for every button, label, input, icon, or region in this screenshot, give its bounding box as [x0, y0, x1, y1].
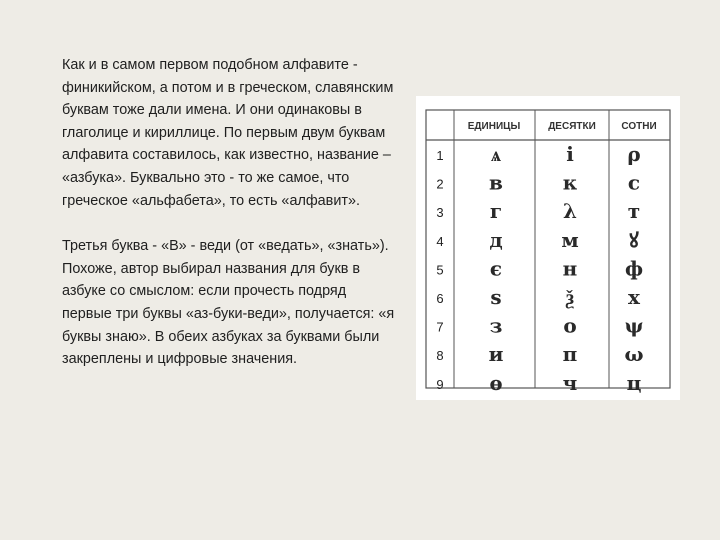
tens-glyph: м	[561, 227, 579, 252]
hundreds-glyph: ρ	[627, 142, 641, 166]
tens-glyph: о	[563, 313, 577, 338]
header-tens: ДЕСЯТКИ	[548, 121, 596, 132]
tens-glyph: н	[562, 256, 578, 281]
units-glyph: д	[489, 227, 503, 252]
hundreds-glyph: с	[627, 170, 641, 195]
hundreds-glyph: ц	[626, 370, 642, 395]
numeral-table	[416, 96, 680, 400]
units-glyph: в	[489, 170, 503, 195]
row-number: 1	[436, 148, 444, 163]
row-number: 4	[436, 233, 444, 249]
paragraph-third-letter: Третья буква - «В» - веди (от «ведать», «знать»). Похоже, автор выбирал названия для букв в азбуке со смыслом: если прочесть подряд первые три буквы «аз-буки-веди», получается: «я буквы знаю». В обеих азбуках за буквами были закреплены и цифровые значения.	[62, 238, 395, 368]
hundreds-glyph: т	[627, 199, 641, 224]
tens-glyph: ѯ	[565, 285, 575, 309]
units-glyph: и	[488, 342, 504, 367]
tens-glyph: λ	[562, 199, 578, 224]
row-number: 2	[436, 176, 444, 192]
units-glyph: г	[489, 199, 503, 224]
tens-glyph: п	[562, 342, 578, 367]
header-hundreds: СОТНИ	[621, 121, 657, 132]
tens-glyph: і	[566, 142, 574, 166]
units-glyph: з	[489, 313, 503, 338]
units-glyph: є	[489, 256, 503, 281]
header-units: ЕДИНИЦЫ	[467, 121, 521, 132]
hundreds-glyph: ф	[624, 256, 644, 281]
row-number: 6	[436, 291, 444, 306]
hundreds-glyph: х	[628, 285, 640, 309]
hundreds-glyph: ꙋ	[629, 227, 639, 252]
tens-glyph: к	[562, 170, 578, 195]
row-number: 5	[436, 262, 444, 278]
hundreds-glyph: ω	[624, 342, 644, 367]
tens-glyph: ч	[562, 370, 578, 395]
slide-text	[62, 54, 398, 371]
row-number: 8	[436, 348, 444, 364]
units-glyph: ѳ	[489, 370, 503, 395]
paragraph-alphabet-names: Как и в самом первом подобном алфавите - финикийском, а потом и в греческом, славянским буквам тоже дали имена. И они одинаковы в глаголице и кириллице. По первым двум буквам алфавита составилось, как известно, название – «азбука». Буквально это - то же самое, что греческое «альфабета», то есть «алфавит».	[62, 57, 394, 209]
units-glyph: ѧ	[491, 142, 501, 166]
row-number: 9	[436, 376, 444, 392]
hundreds-glyph: ψ	[624, 313, 644, 338]
row-number: 7	[436, 319, 444, 335]
row-number: 3	[436, 205, 444, 221]
numeral-table-image	[416, 96, 680, 400]
units-glyph: ѕ	[490, 285, 502, 309]
